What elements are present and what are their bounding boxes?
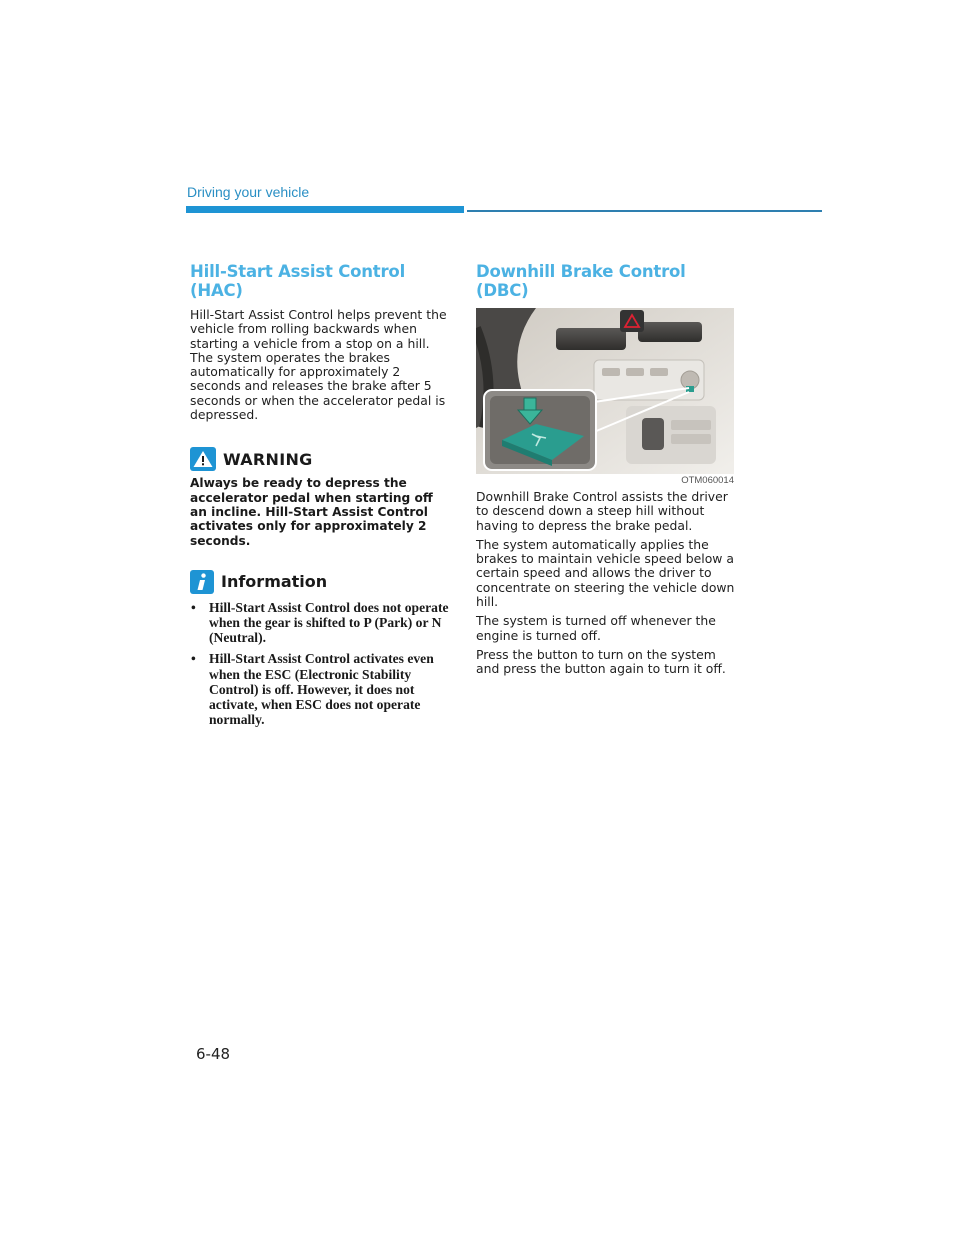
information-item-text: Hill-Start Assist Control does not operate when the gear is shifted to P (Park) or N (Neutral). [209, 599, 449, 646]
bullet-icon: • [191, 599, 196, 615]
information-label: Information [221, 572, 328, 592]
warning-label: WARNING [223, 449, 313, 469]
warning-text: Always be ready to depress the accelerator pedal when starting off an incline. Hill-Start Assist Control activates only for approximately 2 seconds. [190, 476, 433, 548]
dbc-button-photo [476, 308, 734, 474]
right-column [476, 262, 736, 682]
running-header: Driving your vehicle [187, 184, 310, 200]
dbc-paragraph: Press the button to turn on the system and press the button again to turn it off. [476, 646, 726, 677]
hac-heading: Hill-Start Assist Control (HAC) [190, 262, 406, 300]
information-item-text: Hill-Start Assist Control activates even when the ESC (Electronic Stability Control) is off. However, it does not activate, when ESC does not operate normally. [209, 651, 434, 728]
bullet-icon: • [191, 651, 196, 667]
warning-icon [190, 447, 216, 471]
information-item [190, 651, 452, 727]
left-column [190, 262, 452, 733]
information-heading [190, 570, 452, 594]
header-accent-bar [186, 206, 464, 213]
hac-body: Hill-Start Assist Control helps prevent the vehicle from rolling backwards when starting a vehicle from a stop on a hill. The system operates the brakes automatically for approximately 2 seconds and releases the brake after 5 seconds or when the accelerator pedal is depressed. [190, 307, 447, 423]
header-rule [467, 210, 822, 212]
dbc-paragraph: Downhill Brake Control assists the driver to descend down a steep hill without having to depress the brake pedal. [476, 489, 728, 533]
dbc-paragraph: The system automatically applies the brakes to maintain vehicle speed below a certain speed and allows the driver to concentrate on steering the vehicle down hill. [476, 536, 735, 610]
info-icon [190, 570, 214, 594]
dbc-heading: Downhill Brake Control (DBC) [476, 262, 686, 300]
dashboard-illustration [476, 308, 734, 474]
warning-heading [190, 447, 452, 471]
page-number: 6-48 [196, 1045, 231, 1063]
image-caption: OTM060014 [681, 475, 734, 486]
information-item [190, 600, 452, 646]
dbc-paragraph: The system is turned off whenever the engine is turned off. [476, 613, 716, 643]
information-list [190, 600, 452, 728]
